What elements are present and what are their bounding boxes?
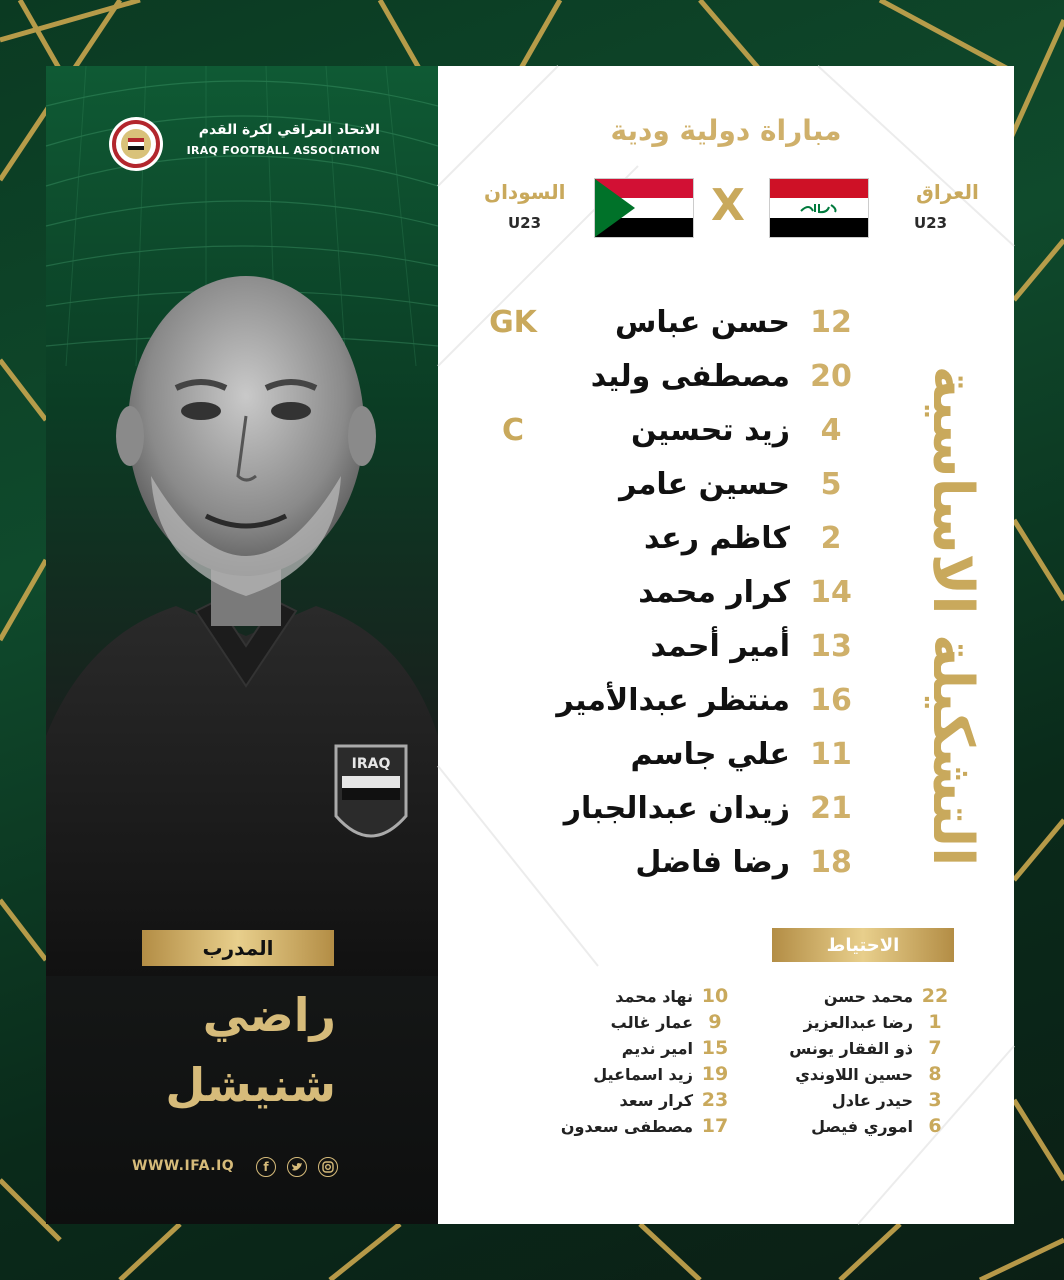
starter-name: علي جاسم: [630, 737, 790, 772]
starter-row: [438, 838, 1014, 888]
starter-number: 18: [810, 845, 852, 880]
substitute-name: امير نديم: [621, 1039, 693, 1058]
substitute-row: [768, 1088, 968, 1113]
substitute-row: [768, 1114, 968, 1139]
sudan-flag-icon: [594, 178, 694, 238]
substitute-number: 22: [921, 985, 949, 1007]
starter-name: زيد تحسين: [631, 413, 790, 448]
lineup-panel: [438, 66, 1014, 1224]
lineup-card: [46, 66, 1014, 1224]
away-team-age: U23: [508, 214, 542, 232]
substitute-name: زيد اسماعيل: [593, 1065, 693, 1084]
twitter-icon[interactable]: [287, 1157, 307, 1177]
substitute-number: 8: [928, 1063, 942, 1085]
iraq-flag-icon: [769, 178, 869, 238]
substitute-row: [538, 1088, 738, 1113]
instagram-icon[interactable]: [318, 1157, 338, 1177]
starter-name: زيدان عبدالجبار: [563, 791, 790, 826]
substitutes-label-bar: [772, 928, 954, 962]
substitute-row: [768, 984, 968, 1009]
substitute-name: كرار سعد: [619, 1091, 693, 1110]
substitute-row: [768, 1036, 968, 1061]
substitute-number: 3: [928, 1089, 942, 1111]
match-title: مباراة دولية ودية: [610, 114, 842, 147]
website-link[interactable]: WWW.IFA.IQ: [132, 1158, 235, 1174]
starter-number: 16: [810, 683, 852, 718]
starter-number: 21: [810, 791, 852, 826]
substitute-name: اموري فيصل: [811, 1117, 913, 1136]
coach-first-name: راضي: [202, 988, 336, 1042]
starter-name: مصطفى وليد: [590, 359, 790, 394]
substitute-row: [538, 1062, 738, 1087]
starter-number: 5: [820, 467, 842, 502]
substitute-row: [768, 1062, 968, 1087]
starter-name: كرار محمد: [638, 575, 790, 610]
coach-portrait: [46, 216, 438, 976]
starter-row: [438, 460, 1014, 510]
starter-row: [438, 568, 1014, 618]
shirt-crest-icon: [336, 746, 406, 836]
substitute-number: 19: [701, 1063, 729, 1085]
substitute-name: رضا عبدالعزيز: [803, 1013, 913, 1032]
substitutes-label: الاحتياط: [826, 934, 900, 956]
starter-name: منتظر عبدالأمير: [556, 683, 790, 718]
substitute-number: 9: [708, 1011, 722, 1033]
starter-number: 11: [810, 737, 852, 772]
substitute-number: 7: [928, 1037, 942, 1059]
starter-name: حسين عامر: [619, 467, 790, 502]
lineup-title-text: التشكيلة الاساسية: [920, 365, 985, 867]
starter-number: 12: [810, 305, 852, 340]
association-name-arabic: الاتحاد العراقي لكرة القدم: [198, 122, 380, 138]
starter-number: 14: [810, 575, 852, 610]
substitute-name: حيدر عادل: [831, 1091, 913, 1110]
coach-label: المدرب: [202, 936, 274, 960]
versus-symbol: X: [711, 180, 745, 231]
substitute-row: [538, 984, 738, 1009]
substitute-name: مصطفى سعدون: [560, 1117, 693, 1136]
starter-number: 2: [820, 521, 842, 556]
starter-number: 20: [810, 359, 852, 394]
substitute-name: محمد حسن: [823, 987, 913, 1006]
substitute-name: عمار غالب: [610, 1013, 693, 1032]
shirt-crest-text: IRAQ: [351, 756, 391, 772]
substitute-number: 23: [701, 1089, 729, 1111]
starter-name: رضا فاضل: [635, 845, 790, 880]
starter-name: كاظم رعد: [643, 521, 790, 556]
coach-label-bar: [142, 930, 334, 966]
starter-row: [438, 676, 1014, 726]
coach-last-name: شنيشل: [165, 1058, 336, 1112]
ifa-logo-icon: [108, 116, 164, 172]
starter-row: [438, 730, 1014, 780]
away-team-name: السودان: [484, 180, 566, 204]
starter-name: حسن عباس: [615, 305, 790, 340]
home-team-name: العراق: [916, 180, 979, 204]
substitute-row: [538, 1010, 738, 1035]
substitute-row: [538, 1036, 738, 1061]
substitute-number: 6: [928, 1115, 942, 1137]
starter-name: أمير أحمد: [650, 629, 790, 664]
starter-number: 13: [810, 629, 852, 664]
starter-row: [438, 784, 1014, 834]
starter-role-badge: GK: [489, 305, 537, 340]
starter-row: [438, 298, 1014, 348]
starter-number: 4: [820, 413, 842, 448]
starter-row: [438, 352, 1014, 402]
starter-role-badge: C: [501, 413, 525, 448]
home-team-age: U23: [914, 214, 948, 232]
substitute-name: حسين اللاوندي: [795, 1065, 913, 1084]
coach-panel: [46, 66, 438, 1224]
starter-row: [438, 406, 1014, 456]
association-name-english: IRAQ FOOTBALL ASSOCIATION: [186, 144, 380, 157]
substitute-name: ذو الفقار يونس: [789, 1039, 913, 1058]
starter-row: [438, 514, 1014, 564]
substitute-name: نهاد محمد: [615, 987, 693, 1006]
substitute-number: 15: [701, 1037, 729, 1059]
substitute-number: 1: [928, 1011, 942, 1033]
substitute-row: [768, 1010, 968, 1035]
starter-row: [438, 622, 1014, 672]
substitute-number: 17: [701, 1115, 729, 1137]
substitute-number: 10: [701, 985, 729, 1007]
substitute-row: [538, 1114, 738, 1139]
facebook-icon[interactable]: f: [256, 1157, 276, 1177]
